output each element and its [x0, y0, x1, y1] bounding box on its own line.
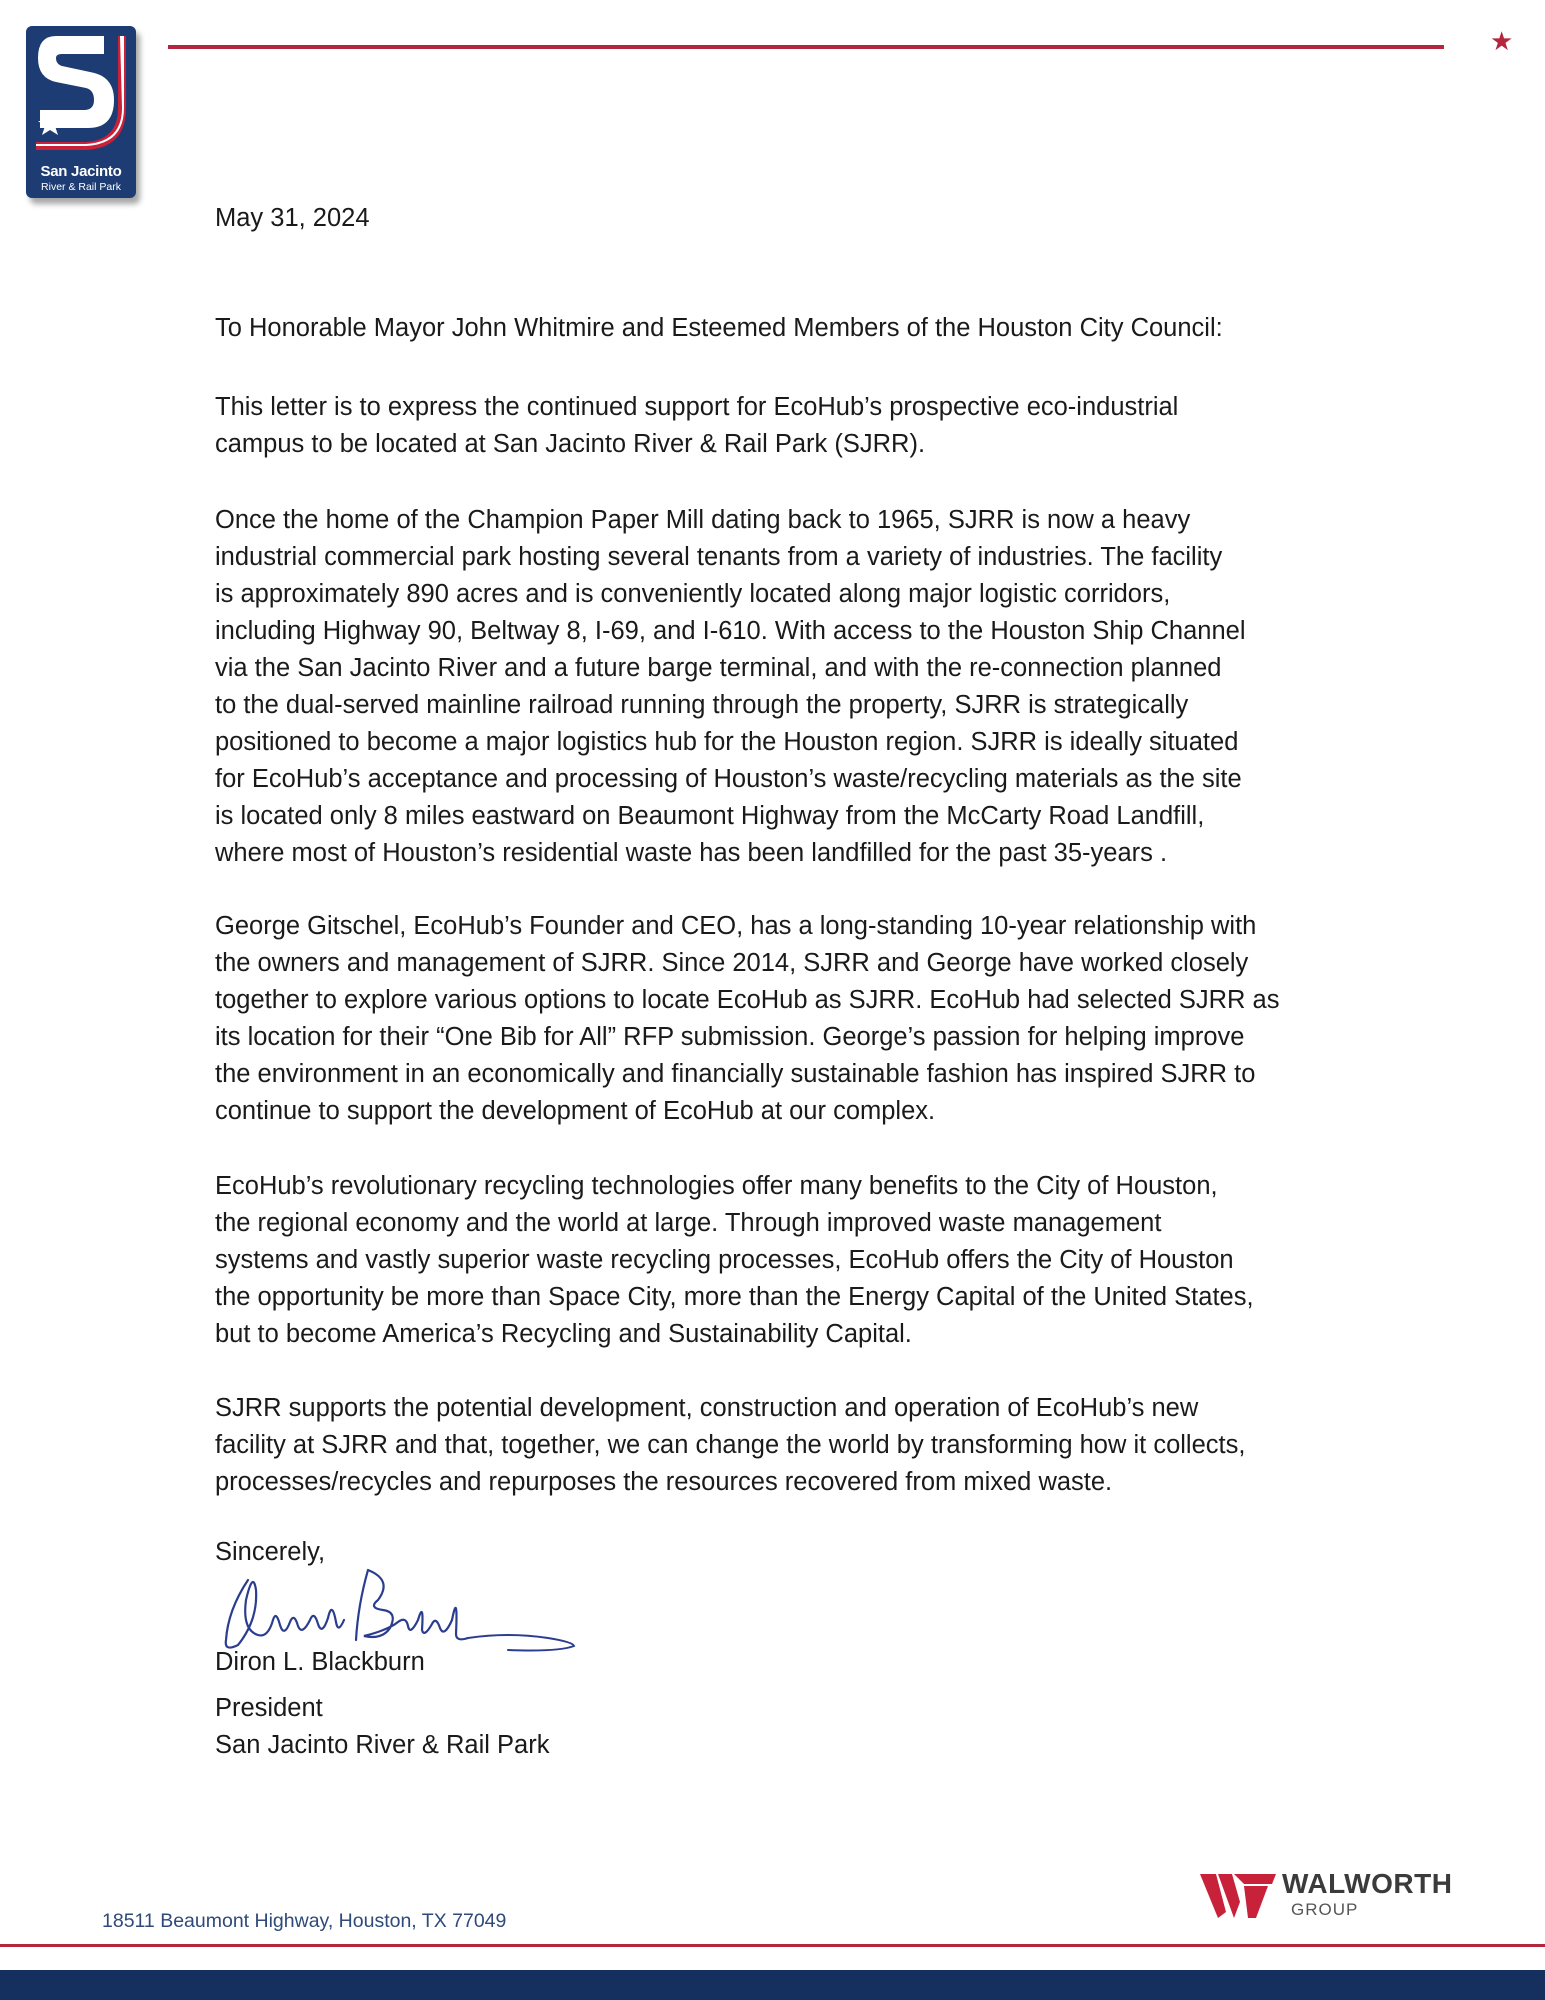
paragraph-line: EcoHub’s revolutionary recycling technologies offer many benefits to the City of Houston,	[215, 1172, 1218, 1200]
handwritten-signature	[218, 1560, 578, 1655]
footer-band	[0, 1970, 1545, 2000]
paragraph-line: systems and vastly superior waste recycling processes, EcoHub offers the City of Houston	[215, 1246, 1234, 1274]
paragraph-line: processes/recycles and repurposes the resources recovered from mixed waste.	[215, 1468, 1113, 1496]
walworth-mark-icon	[1198, 1872, 1278, 1920]
walworth-group-logo	[1198, 1868, 1478, 1924]
paragraph-line: industrial commercial park hosting several tenants from a variety of industries. The facility	[215, 543, 1223, 571]
logo-subtitle: River & Rail Park	[41, 181, 121, 193]
paragraph-line: is located only 8 miles eastward on Beaumont Highway from the McCarty Road Landfill,	[215, 802, 1205, 830]
paragraph-line: for EcoHub’s acceptance and processing of Houston’s waste/recycling materials as the site	[215, 765, 1242, 793]
paragraph-2	[215, 502, 1365, 872]
paragraph-line: Once the home of the Champion Paper Mill dating back to 1965, SJRR is now a heavy	[215, 506, 1191, 534]
signer-organization: San Jacinto River & Rail Park	[215, 1731, 550, 1759]
footer-address: 18511 Beaumont Highway, Houston, TX 77049	[102, 1910, 507, 1932]
paragraph-line: positioned to become a major logistics hub for the Houston region. SJRR is ideally situated	[215, 728, 1239, 756]
paragraph-4	[215, 1168, 1365, 1353]
paragraph-line: its location for their “One Bib for All” RFP submission. George’s passion for helping improve	[215, 1023, 1245, 1051]
paragraph-line: SJRR supports the potential development, construction and operation of EcoHub’s new	[215, 1394, 1199, 1422]
san-jacinto-logo	[26, 26, 136, 202]
paragraph-line: continue to support the development of EcoHub at our complex.	[215, 1097, 936, 1125]
paragraph-line: but to become America’s Recycling and Sustainability Capital.	[215, 1320, 912, 1348]
star-icon: ★	[1490, 26, 1514, 56]
paragraph-line: campus to be located at San Jacinto River & Rail Park (SJRR).	[215, 430, 926, 458]
letter-salutation: To Honorable Mayor John Whitmire and Esteemed Members of the Houston City Council:	[215, 314, 1223, 342]
footer-rule	[0, 1944, 1545, 1947]
partner-subtitle: GROUP	[1291, 1900, 1359, 1919]
paragraph-line: where most of Houston’s residential waste has been landfilled for the past 35-years .	[215, 839, 1168, 867]
logo-s-mark	[26, 26, 136, 156]
paragraph-line: the opportunity be more than Space City, more than the Energy Capital of the United States,	[215, 1283, 1254, 1311]
signer-name: Diron L. Blackburn	[215, 1648, 425, 1676]
paragraph-line: the environment in an economically and financially sustainable fashion has inspired SJRR to	[215, 1060, 1256, 1088]
paragraph-line: This letter is to express the continued support for EcoHub’s prospective eco-industrial	[215, 393, 1179, 421]
paragraph-line: via the San Jacinto River and a future barge terminal, and with the re-connection planned	[215, 654, 1222, 682]
paragraph-line: the owners and management of SJRR. Since 2014, SJRR and George have worked closely	[215, 949, 1249, 977]
paragraph-3	[215, 908, 1365, 1130]
paragraph-line: together to explore various options to locate EcoHub as SJRR. EcoHub had selected SJRR as	[215, 986, 1280, 1014]
paragraph-5	[215, 1390, 1365, 1501]
paragraph-line: the regional economy and the world at large. Through improved waste management	[215, 1209, 1162, 1237]
logo-title: San Jacinto	[40, 163, 122, 180]
paragraph-line: is approximately 890 acres and is conveniently located along major logistic corridors,	[215, 580, 1171, 608]
signer-title: President	[215, 1694, 323, 1722]
header-rule	[168, 45, 1444, 49]
letter-closing: Sincerely,	[215, 1538, 326, 1566]
paragraph-1	[215, 389, 1365, 463]
partner-name: WALWORTH	[1282, 1868, 1453, 1899]
paragraph-line: including Highway 90, Beltway 8, I-69, and I-610. With access to the Houston Ship Channel	[215, 617, 1246, 645]
paragraph-line: to the dual-served mainline railroad running through the property, SJRR is strategically	[215, 691, 1189, 719]
paragraph-line: George Gitschel, EcoHub’s Founder and CEO, has a long-standing 10-year relationship with	[215, 912, 1257, 940]
letter-date: May 31, 2024	[215, 204, 370, 232]
paragraph-line: facility at SJRR and that, together, we can change the world by transforming how it collects,	[215, 1431, 1246, 1459]
